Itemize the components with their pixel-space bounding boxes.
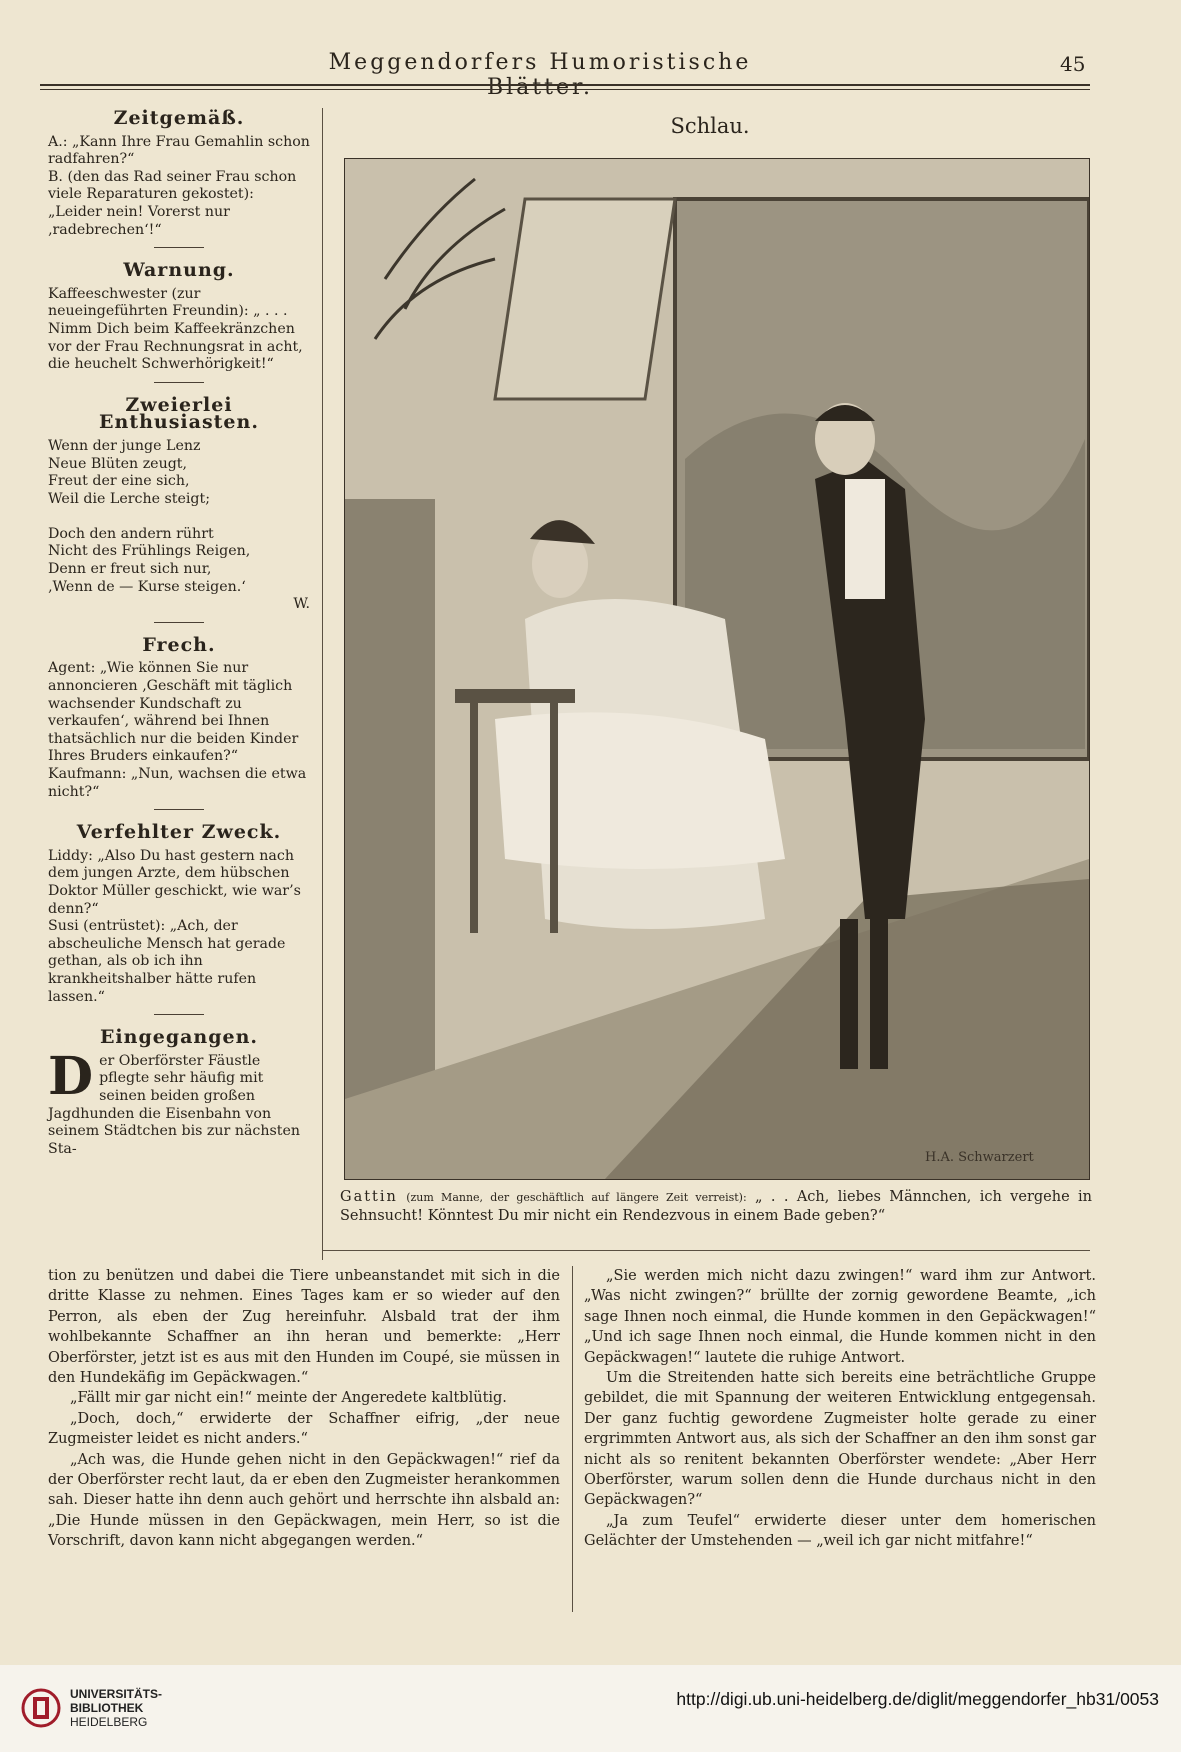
illustration-title: Schlau.: [670, 114, 750, 138]
divider: [154, 247, 204, 248]
story-paragraph: „Ach was, die Hunde gehen nicht in den Gepäckwagen!“ rief da der Oberförster recht laut, da er eben den Zugmeister herankommen sah. Dieser hatte ihn denn auch gehört und herrschte ihn alsbald an: „Die Hunde müssen in den Gepäckwagen, mein Herr, so ist die Vorschrift, davon kann nicht abgegangen werden.“: [48, 1451, 560, 1550]
illustration-caption: [340, 1188, 1092, 1226]
article-text: Agent: „Wie können Sie nur annoncieren ‚Geschäft mit täglich wachsender Kundschaft zu verkaufen‘, während bei Ihnen thatsächlich nur die beiden Kinder Ihres Bruders einkaufen?“ Kaufmann: „Nun, wachsen die etwa nicht?“: [48, 660, 307, 800]
library-footer: [0, 1665, 1181, 1752]
article-text: Kaffeeschwester (zur neueingeführten Freundin): „ . . . Nimm Dich beim Kaffeekränzchen vor der Frau Rechnungsrat in acht, die heuchelt Schwerhörigkeit!“: [48, 285, 303, 373]
artist-signature: H.A. Schwarzert: [925, 1150, 1034, 1165]
divider: [154, 1014, 204, 1015]
poem-signature: W.: [293, 596, 310, 613]
header-rule: [40, 84, 1090, 86]
article-title: Frech.: [142, 633, 216, 656]
story-paragraph: „Ja zum Teufel“ erwiderte dieser unter dem homerischen Gelächter der Umstehenden — „weil ich gar nicht mitfahre!“: [584, 1512, 1096, 1550]
dropcap-letter: D: [48, 1045, 94, 1107]
caption-note: (zum Manne, der geschäftlich auf längere Zeit verreist):: [406, 1191, 747, 1204]
caption-text: „ . . Ach, liebes Männchen, ich vergehe in Sehnsucht! Könntest Du mir nicht ein Rendezvous in einem Bade geben?“: [340, 1189, 1093, 1224]
story-paragraph: tion zu benützen und dabei die Tiere unbeanstandet mit sich in die dritte Klasse zu nehmen. Eines Tages kam er so wieder auf den Perron, als eben der Zug hereinfuhr. Alsbald trat der ihm wohlbekannte Schaffner an ihn heran und bemerkte: „Herr Oberförster, jetzt ist es aus mit den Hunden im Coupé, sie müssen in den Hundekäfig im Gepäckwagen.“: [48, 1268, 560, 1387]
story-column-1: [48, 1266, 560, 1552]
divider: [154, 382, 204, 383]
article-title: Zweierlei Enthusiasten.: [99, 393, 259, 434]
left-column: [48, 107, 310, 1158]
article-title: Warnung.: [123, 259, 235, 282]
illustration-drawing: [345, 159, 1089, 1179]
page-number: 45: [1060, 52, 1086, 76]
story-paragraph: „Fällt mir gar nicht ein!“ meinte der Angeredete kaltblütig.: [70, 1390, 507, 1407]
article-title: Eingegangen.: [99, 1026, 259, 1049]
article-text: A.: „Kann Ihre Frau Gemahlin schon radfahren?“ B. (den das Rad seiner Frau schon viele Reparaturen gekostet): „Leider nein! Vorerst nur ‚radebrechen‘!“: [48, 133, 310, 238]
divider: [154, 809, 204, 810]
illustration: [344, 158, 1090, 1180]
article-title: Zeitgemäß.: [113, 107, 245, 129]
university-seal-icon: [20, 1677, 62, 1739]
article-title: Verfehlter Zweck.: [76, 821, 282, 844]
story-column-divider: [572, 1266, 573, 1612]
story-paragraph: „Sie werden mich nicht dazu zwingen!“ ward ihm zur Antwort. „Was nicht zwingen?“ brüllte der zornig gewordene Beamte, „ich sage Ihnen noch einmal, die Hunde kommen in den Gepäckwagen!“ „Und ich sage Ihnen noch einmal, die Hunde kommen nicht in den Gepäckwagen!“ lautete die ruhige Antwort.: [584, 1268, 1096, 1366]
column-divider: [322, 108, 323, 1260]
institution-name: UNIVERSITÄTS- BIBLIOTHEK HEIDELBERG: [70, 1687, 163, 1729]
caption-speaker: Gattin: [340, 1189, 398, 1205]
story-paragraph: Um die Streitenden hatte sich bereits eine beträchtliche Gruppe gebildet, die mit Spannung der weiteren Entwicklung entgegensah. Der ganz fuchtig gewordene Zugmeister holte gerade zu einer ergrimmten Antwort aus, als sich der Schaffner an den ihm sonst gar nicht als so renitent bekannten Oberförster wendete: „Aber Herr Oberförster, warum sollen denn die Hunde durchaus nicht in den Gepäckwagen?“: [584, 1370, 1096, 1509]
source-url[interactable]: http://digi.ub.uni-heidelberg.de/diglit/meggendorfer_hb31/0053: [676, 1689, 1159, 1709]
story-column-2: [584, 1266, 1096, 1552]
header-rule-thin: [40, 89, 1090, 90]
article-text: Liddy: „Also Du hast gestern nach dem jungen Arzte, dem hübschen Doktor Müller geschickt, wie war’s denn?“ Susi (entrüstet): „Ach, der abscheuliche Mensch hat gerade gethan, als ob ich ihn krankheitshalber hätte rufen lassen.“: [48, 847, 301, 1005]
poem-text: Wenn der junge Lenz Neue Blüten zeugt, Freut der eine sich, Weil die Lerche steigt; Doch den andern rührt Nicht des Frühlings Reigen, Denn er freut sich nur, ‚Wenn de — Kurse steigen.‘: [48, 437, 251, 595]
running-header: Meggendorfers Humoristische Blätter.: [328, 50, 752, 100]
story-paragraph: „Doch, doch,“ erwiderte der Schaffner eifrig, „der neue Zugmeister leidet es nicht anders.“: [48, 1410, 560, 1448]
section-rule: [322, 1250, 1090, 1251]
story-opening: Der Oberförster Fäustle pflegte sehr häufig mit seinen beiden großen Jagdhunden die Eisenbahn von seinem Städtchen bis zur nächsten Sta-: [48, 1045, 301, 1157]
divider: [154, 622, 204, 623]
